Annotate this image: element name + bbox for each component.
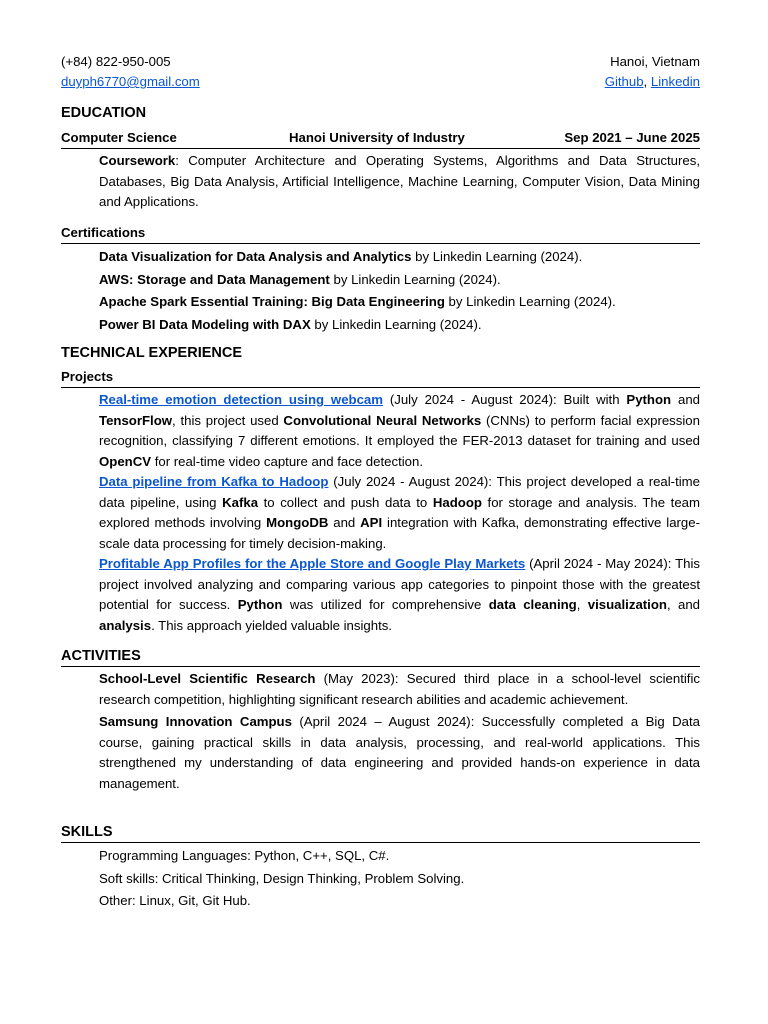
project-item	[99, 554, 700, 636]
experience-title: TECHNICAL EXPERIENCE	[61, 345, 243, 361]
phone-number: (+84) 822-950-005	[61, 54, 171, 69]
list-item	[99, 669, 700, 710]
project-keyword: analysis	[99, 617, 152, 633]
cert-name: Data Visualization for Data Analysis and Analytics	[99, 249, 412, 264]
project-keyword: Kafka	[222, 494, 259, 510]
contact-header	[61, 52, 700, 92]
project-keyword: OpenCV	[99, 453, 152, 469]
project-keyword: Python	[237, 597, 283, 612]
activities-title: ACTIVITIES	[61, 646, 700, 667]
experience-section	[61, 343, 700, 636]
education-title: EDUCATION	[61, 105, 147, 121]
cert-suffix: by Linkedin Learning (2024).	[310, 316, 482, 332]
project-keyword: visualization	[587, 597, 667, 612]
activity-name: School-Level Scientific Research	[99, 671, 316, 686]
list-item	[99, 314, 700, 337]
cert-suffix: by Linkedin Learning (2024).	[444, 294, 616, 309]
project-text: and	[671, 392, 700, 407]
cert-name: Power BI Data Modeling with DAX	[99, 316, 311, 332]
project-text: . This approach yielded valuable insights.	[151, 617, 393, 633]
project-keyword: Python	[626, 392, 672, 407]
skills-section	[61, 822, 700, 913]
project-text: (CNNs) to perform facial expression recognition, classifying 7 different emotions. It employed the FER-2013 dataset for training and used	[99, 412, 700, 448]
link-separator: ,	[643, 74, 651, 89]
project-keyword: Hadoop	[432, 494, 482, 510]
project-link[interactable]: Profitable App Profiles for the Apple Store and Google Play Markets	[99, 556, 526, 571]
coursework	[61, 151, 700, 213]
list-item	[99, 291, 700, 314]
email-link[interactable]: duyph6770@gmail.com	[61, 74, 200, 89]
activities-list	[61, 669, 700, 794]
project-text: ,	[576, 597, 588, 612]
cert-name: Apache Spark Essential Training: Big Data Engineering	[99, 294, 445, 309]
github-link[interactable]: Github	[604, 74, 644, 89]
project-text: and	[328, 515, 361, 530]
project-text: (April 2024 - May 2024): This project involved analyzing and comparing various app categories to pinpoint those with the greatest potential for success.	[99, 556, 700, 612]
activity-text: (May 2023): Secured third place in a school-level scientific research competition, highlighting significant research abilities and academic achievement.	[99, 671, 700, 707]
coursework-label: Coursework	[99, 153, 176, 168]
cert-suffix: by Linkedin Learning (2024).	[411, 249, 583, 264]
degree: Computer Science	[61, 130, 177, 145]
project-text: integration with Kafka, demonstrating effective large-scale data processing for timely decision-making.	[99, 515, 700, 551]
project-item	[99, 472, 700, 554]
projects-list	[61, 390, 700, 636]
activity-text: (April 2024 – August 2024): Successfully completed a Big Data course, gaining practical skills in data analysis, processing, and real-world applications. This strengthened my understanding of data engineering and provided hands-on experience in data management.	[99, 714, 700, 791]
project-text: (July 2024 - August 2024): Built with	[382, 392, 627, 407]
project-link[interactable]: Real-time emotion detection using webcam	[99, 392, 383, 407]
list-item	[99, 269, 700, 292]
profile-links	[605, 72, 700, 92]
project-text: was utilized for comprehensive	[282, 597, 489, 612]
certifications-list	[61, 246, 700, 336]
project-keyword: Convolutional Neural Networks	[283, 412, 482, 428]
list-item: Programming Languages: Python, C++, SQL, C#.	[99, 848, 390, 863]
cert-suffix: by Linkedin Learning (2024).	[329, 271, 501, 287]
project-keyword: TensorFlow	[99, 412, 173, 428]
project-item	[99, 390, 700, 472]
project-keyword: API	[360, 515, 383, 530]
list-item	[99, 246, 700, 269]
project-text: , and	[666, 597, 701, 612]
certifications-section	[61, 223, 700, 336]
school: Hanoi University of Industry	[289, 130, 465, 145]
project-text: to collect and push data to	[258, 494, 433, 510]
project-keyword: MongoDB	[266, 515, 329, 530]
activity-name: Samsung Innovation Campus	[99, 714, 292, 729]
education-section	[61, 103, 700, 213]
education-dates: Sep 2021 – June 2025	[564, 130, 700, 145]
skills-list	[61, 845, 700, 913]
project-text: , this project used	[172, 412, 284, 428]
list-item: Other: Linux, Git, Git Hub.	[99, 893, 251, 908]
certifications-title: Certifications	[61, 223, 700, 244]
location: Hanoi, Vietnam	[610, 54, 700, 69]
list-item	[99, 712, 700, 794]
coursework-text: : Computer Architecture and Operating Systems, Algorithms and Data Structures, Databases, Big Data Analysis, Artificial Intelligence, Machine Learning, Computer Vision, Data Mining and Applications.	[99, 153, 700, 209]
linkedin-link[interactable]: Linkedin	[650, 74, 700, 89]
list-item: Soft skills: Critical Thinking, Design Thinking, Problem Solving.	[99, 870, 465, 886]
education-header	[61, 128, 700, 149]
activities-section	[61, 646, 700, 794]
project-text: (July 2024 - August 2024): This project developed a real-time data pipeline, using	[99, 474, 700, 510]
skills-title: SKILLS	[61, 822, 700, 843]
project-keyword: data cleaning	[488, 597, 577, 612]
cert-name: AWS: Storage and Data Management	[99, 271, 330, 287]
project-link[interactable]: Data pipeline from Kafka to Hadoop	[99, 474, 329, 489]
project-text: for storage and analysis. The team explored methods involving	[99, 494, 700, 530]
projects-title: Projects	[61, 367, 700, 388]
project-text: for real-time video capture and face detection.	[151, 453, 423, 469]
